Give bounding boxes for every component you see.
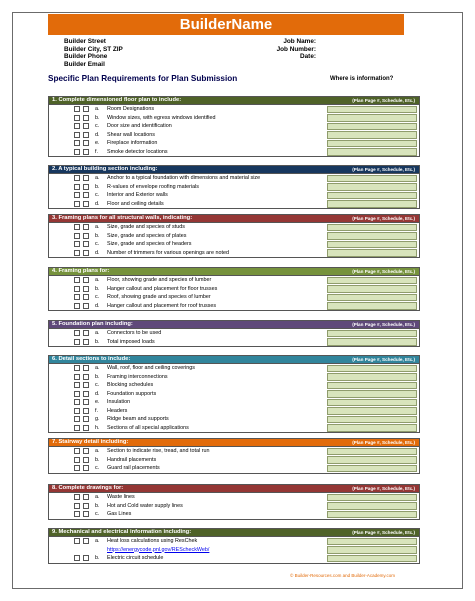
requirement-row bbox=[49, 302, 419, 311]
item-letter: a. bbox=[95, 224, 100, 230]
item-letter: c. bbox=[95, 465, 100, 471]
section-6 bbox=[48, 355, 420, 433]
section-title: 1. Complete dimensioned floor plan to include: bbox=[52, 97, 182, 103]
info-location-field[interactable] bbox=[327, 249, 417, 257]
plan-reference-label: (Plan Page #, Schedule, Etc.) bbox=[352, 440, 415, 445]
plan-reference-label: (Plan Page #, Schedule, Etc.) bbox=[352, 357, 415, 362]
requirement-row bbox=[49, 407, 419, 416]
item-text: Handrail placements bbox=[107, 456, 157, 463]
item-text: Total imposed loads bbox=[107, 338, 155, 345]
section-title: 6. Detail sections to include: bbox=[52, 356, 131, 362]
section-items bbox=[48, 276, 420, 311]
section-header bbox=[48, 484, 420, 493]
section-header bbox=[48, 214, 420, 223]
requirement-row bbox=[49, 415, 419, 424]
requirement-row bbox=[49, 139, 419, 148]
plan-reference-label: (Plan Page #, Schedule, Etc.) bbox=[352, 98, 415, 103]
item-text: Ridge beam and supports bbox=[107, 416, 169, 422]
info-location-field[interactable] bbox=[327, 140, 417, 148]
checkbox[interactable] bbox=[83, 391, 89, 397]
info-location-field[interactable] bbox=[327, 200, 417, 208]
info-location-field[interactable] bbox=[327, 502, 417, 510]
info-location-field[interactable] bbox=[327, 294, 417, 302]
checkbox[interactable] bbox=[83, 425, 89, 431]
checkbox[interactable] bbox=[74, 233, 80, 239]
checkbox[interactable] bbox=[83, 123, 89, 129]
checkbox[interactable] bbox=[83, 503, 89, 509]
requirement-row bbox=[49, 373, 419, 382]
item-letter: c. bbox=[95, 241, 100, 247]
checkbox[interactable] bbox=[74, 286, 80, 292]
info-location-field[interactable] bbox=[327, 390, 417, 398]
item-letter: b. bbox=[95, 285, 100, 292]
checkbox[interactable] bbox=[83, 494, 89, 500]
item-text: Number of trimmers for various openings are noted bbox=[107, 249, 229, 256]
section-header bbox=[48, 96, 420, 105]
item-text: Framing interconnections bbox=[107, 373, 168, 380]
item-letter: f. bbox=[95, 148, 98, 155]
requirement-row bbox=[49, 493, 419, 502]
requirement-row bbox=[49, 276, 419, 285]
checkbox[interactable] bbox=[83, 416, 89, 422]
item-text: Insulation bbox=[107, 399, 131, 405]
requirement-row bbox=[49, 285, 419, 294]
checkbox[interactable] bbox=[74, 374, 80, 380]
checkbox[interactable] bbox=[74, 391, 80, 397]
requirement-row bbox=[49, 183, 419, 192]
checkbox[interactable] bbox=[74, 303, 80, 309]
checkbox[interactable] bbox=[74, 408, 80, 414]
item-letter: f. bbox=[95, 407, 98, 414]
info-location-field[interactable] bbox=[327, 416, 417, 424]
copyright-footer: © Builder-Resources.com and Builder-Academy.com bbox=[290, 573, 396, 578]
info-location-field[interactable] bbox=[327, 448, 417, 456]
item-letter: a. bbox=[95, 277, 100, 283]
plan-reference-label: (Plan Page #, Schedule, Etc.) bbox=[352, 167, 415, 172]
checkbox[interactable] bbox=[74, 175, 80, 181]
info-location-field[interactable] bbox=[327, 241, 417, 249]
checkbox[interactable] bbox=[83, 115, 89, 121]
checkbox[interactable] bbox=[74, 494, 80, 500]
section-header bbox=[48, 438, 420, 447]
requirement-row bbox=[49, 502, 419, 511]
checkbox[interactable] bbox=[83, 132, 89, 138]
info-location-field[interactable] bbox=[327, 424, 417, 432]
item-text: Wall, roof, floor and ceiling coverings bbox=[107, 365, 195, 371]
item-letter: b. bbox=[95, 183, 100, 190]
checkbox[interactable] bbox=[83, 457, 89, 463]
section-title: 7. Stairway detail including: bbox=[52, 439, 129, 445]
item-text: Gas Lines bbox=[107, 511, 132, 517]
requirement-row bbox=[49, 546, 419, 555]
requirement-row bbox=[49, 191, 419, 200]
checkbox[interactable] bbox=[74, 365, 80, 371]
section-items bbox=[48, 537, 420, 564]
item-text: Electric circuit schedule bbox=[107, 555, 164, 561]
item-text: Heat loss calculations using ResChek bbox=[107, 538, 198, 544]
section-header bbox=[48, 267, 420, 276]
info-location-field[interactable] bbox=[327, 494, 417, 502]
item-text: Interior and Exterior walls bbox=[107, 192, 168, 198]
item-letter: b. bbox=[95, 114, 100, 121]
item-text: Window sizes, with egress windows identified bbox=[107, 114, 216, 121]
item-text: Connectors to be used bbox=[107, 330, 162, 336]
info-location-field[interactable] bbox=[327, 330, 417, 338]
info-location-field[interactable] bbox=[327, 192, 417, 200]
requirement-row bbox=[49, 510, 419, 519]
item-text: Door size and identification bbox=[107, 123, 172, 129]
checkbox[interactable] bbox=[74, 294, 80, 300]
requirement-row bbox=[49, 338, 419, 347]
section-items bbox=[48, 174, 420, 209]
item-letter: d. bbox=[95, 390, 100, 397]
address-line: Builder City, ST ZIP bbox=[64, 45, 123, 53]
requirement-row bbox=[49, 122, 419, 131]
checkbox[interactable] bbox=[74, 399, 80, 405]
info-location-field[interactable] bbox=[327, 224, 417, 232]
requirement-row bbox=[49, 131, 419, 140]
info-location-field[interactable] bbox=[327, 338, 417, 346]
checkbox[interactable] bbox=[83, 538, 89, 544]
job-name-label: Job Name: bbox=[283, 38, 316, 45]
info-location-field[interactable] bbox=[327, 277, 417, 285]
where-info-label: Where is information? bbox=[330, 76, 394, 82]
item-letter: a. bbox=[95, 494, 100, 500]
checkbox[interactable] bbox=[83, 233, 89, 239]
checkbox[interactable] bbox=[74, 184, 80, 190]
requirement-row bbox=[49, 249, 419, 258]
checkbox[interactable] bbox=[83, 408, 89, 414]
item-letter: d. bbox=[95, 200, 100, 207]
section-items bbox=[48, 493, 420, 520]
checkbox[interactable] bbox=[74, 382, 80, 388]
info-location-field[interactable] bbox=[327, 106, 417, 114]
checkbox[interactable] bbox=[74, 115, 80, 121]
item-text: Waste lines bbox=[107, 494, 135, 500]
section-title: 5. Foundation plan including: bbox=[52, 321, 133, 327]
item-text: Section to indicate rise, tread, and total run bbox=[107, 448, 210, 454]
section-title: 9. Mechanical and electrical information including: bbox=[52, 529, 192, 535]
checkbox[interactable] bbox=[74, 425, 80, 431]
requirement-row bbox=[49, 554, 419, 563]
checkbox[interactable] bbox=[74, 555, 80, 561]
checkbox[interactable] bbox=[74, 503, 80, 509]
section-1 bbox=[48, 96, 420, 157]
plan-reference-label: (Plan Page #, Schedule, Etc.) bbox=[352, 269, 415, 274]
item-letter: d. bbox=[95, 131, 100, 138]
requirement-row bbox=[49, 329, 419, 338]
checkbox[interactable] bbox=[83, 149, 89, 155]
checkbox[interactable] bbox=[74, 538, 80, 544]
job-number-label: Job Number: bbox=[276, 45, 316, 53]
section-3 bbox=[48, 214, 420, 258]
requirement-row bbox=[49, 364, 419, 373]
checkbox[interactable] bbox=[74, 416, 80, 422]
info-location-field[interactable] bbox=[327, 456, 417, 464]
item-text: Size, grade and species of plates bbox=[107, 232, 187, 239]
item-text: Foundation supports bbox=[107, 390, 157, 397]
section-items bbox=[48, 223, 420, 258]
item-text: Smoke detector locations bbox=[107, 148, 168, 155]
info-location-field[interactable] bbox=[327, 511, 417, 519]
item-text: Floor and ceiling details bbox=[107, 200, 164, 207]
section-8 bbox=[48, 484, 420, 520]
item-letter: e. bbox=[95, 399, 100, 405]
section-title: 3. Framing plans for all structural walls, indicating: bbox=[52, 215, 193, 221]
item-text: Blocking schedules bbox=[107, 382, 154, 388]
requirement-row bbox=[49, 148, 419, 157]
rescheck-link[interactable]: https://energycode.pnl.gov/REScheckWeb/ bbox=[107, 546, 210, 553]
checkbox[interactable] bbox=[74, 277, 80, 283]
section-4 bbox=[48, 267, 420, 311]
item-letter: c. bbox=[95, 192, 100, 198]
plan-reference-label: (Plan Page #, Schedule, Etc.) bbox=[352, 530, 415, 535]
requirement-row bbox=[49, 240, 419, 249]
info-location-field[interactable] bbox=[327, 546, 417, 554]
section-header bbox=[48, 165, 420, 174]
item-letter: c. bbox=[95, 294, 100, 300]
item-letter: a. bbox=[95, 106, 100, 112]
item-text: Size, grade and species of headers bbox=[107, 241, 192, 247]
checkbox[interactable] bbox=[74, 149, 80, 155]
item-text: Hanger callout and placement for roof trusses bbox=[107, 302, 217, 309]
checkbox[interactable] bbox=[83, 465, 89, 471]
info-location-field[interactable] bbox=[327, 114, 417, 122]
section-5 bbox=[48, 320, 420, 347]
page-title: Specific Plan Requirements for Plan Submission bbox=[48, 74, 238, 83]
checkbox[interactable] bbox=[83, 339, 89, 345]
checkbox[interactable] bbox=[83, 286, 89, 292]
item-letter: c. bbox=[95, 382, 100, 388]
checkbox[interactable] bbox=[74, 132, 80, 138]
item-letter: b. bbox=[95, 502, 100, 509]
info-location-field[interactable] bbox=[327, 465, 417, 473]
requirement-row bbox=[49, 232, 419, 241]
section-9 bbox=[48, 528, 420, 564]
item-letter: g. bbox=[95, 416, 100, 422]
plan-reference-label: (Plan Page #, Schedule, Etc.) bbox=[352, 486, 415, 491]
info-location-field[interactable] bbox=[327, 302, 417, 310]
requirement-row bbox=[49, 293, 419, 302]
item-text: R-values of envelope roofing materials bbox=[107, 183, 199, 190]
plan-reference-label: (Plan Page #, Schedule, Etc.) bbox=[352, 322, 415, 327]
checkbox[interactable] bbox=[83, 201, 89, 207]
checkbox[interactable] bbox=[83, 224, 89, 230]
item-text: Roof, showing grade and species of lumber bbox=[107, 294, 211, 300]
checkbox[interactable] bbox=[83, 106, 89, 112]
item-letter: b. bbox=[95, 232, 100, 239]
section-title: 4. Framing plans for: bbox=[52, 268, 110, 274]
info-location-field[interactable] bbox=[327, 399, 417, 407]
item-text: Shear wall locations bbox=[107, 131, 155, 138]
section-title: 2. A typical building section including: bbox=[52, 166, 158, 172]
section-items bbox=[48, 105, 420, 157]
checkbox[interactable] bbox=[83, 175, 89, 181]
item-letter: a. bbox=[95, 175, 100, 181]
checkbox[interactable] bbox=[74, 511, 80, 517]
checkbox[interactable] bbox=[74, 201, 80, 207]
item-letter: c. bbox=[95, 511, 100, 517]
checkbox[interactable] bbox=[74, 250, 80, 256]
info-location-field[interactable] bbox=[327, 131, 417, 139]
section-header bbox=[48, 528, 420, 537]
item-letter: a. bbox=[95, 365, 100, 371]
checkbox[interactable] bbox=[74, 241, 80, 247]
section-title: 8. Complete drawings for: bbox=[52, 485, 124, 491]
checkbox[interactable] bbox=[83, 250, 89, 256]
builder-name-banner: BuilderName bbox=[48, 14, 404, 35]
section-items bbox=[48, 364, 420, 433]
checkbox[interactable] bbox=[74, 224, 80, 230]
checkbox[interactable] bbox=[74, 330, 80, 336]
info-location-field[interactable] bbox=[327, 538, 417, 546]
date-label: Date: bbox=[300, 53, 316, 61]
requirement-row bbox=[49, 398, 419, 407]
info-location-field[interactable] bbox=[327, 373, 417, 381]
checkbox[interactable] bbox=[83, 330, 89, 336]
info-location-field[interactable] bbox=[327, 407, 417, 415]
checkbox[interactable] bbox=[83, 374, 89, 380]
info-location-field[interactable] bbox=[327, 285, 417, 293]
plan-reference-label: (Plan Page #, Schedule, Etc.) bbox=[352, 216, 415, 221]
checkbox[interactable] bbox=[83, 294, 89, 300]
requirement-row bbox=[49, 200, 419, 209]
builder-address bbox=[64, 38, 123, 68]
item-text: Guard rail placements bbox=[107, 465, 160, 471]
requirement-row bbox=[49, 223, 419, 232]
info-location-field[interactable] bbox=[327, 365, 417, 373]
requirement-row bbox=[49, 456, 419, 465]
info-location-field[interactable] bbox=[327, 555, 417, 563]
item-letter: a. bbox=[95, 538, 100, 544]
info-location-field[interactable] bbox=[327, 123, 417, 131]
requirement-row bbox=[49, 447, 419, 456]
info-location-field[interactable] bbox=[327, 148, 417, 156]
item-text: Anchor to a typical foundation with dimensions and material size bbox=[107, 175, 261, 181]
checkbox[interactable] bbox=[74, 465, 80, 471]
info-location-field[interactable] bbox=[327, 183, 417, 191]
requirement-row bbox=[49, 174, 419, 183]
checkbox[interactable] bbox=[74, 106, 80, 112]
checkbox[interactable] bbox=[74, 140, 80, 146]
section-7 bbox=[48, 438, 420, 474]
item-letter: b. bbox=[95, 456, 100, 463]
item-text: Size, grade and species of studs bbox=[107, 224, 185, 230]
checkbox[interactable] bbox=[74, 448, 80, 454]
checkbox[interactable] bbox=[83, 448, 89, 454]
section-items bbox=[48, 447, 420, 474]
checkbox[interactable] bbox=[83, 511, 89, 517]
job-info bbox=[236, 38, 316, 61]
item-letter: d. bbox=[95, 302, 100, 309]
item-text: Hot and Cold water supply lines bbox=[107, 502, 183, 509]
requirement-row bbox=[49, 537, 419, 546]
item-letter: b. bbox=[95, 373, 100, 380]
checkbox[interactable] bbox=[83, 382, 89, 388]
address-line: Builder Email bbox=[64, 60, 105, 68]
checkbox[interactable] bbox=[74, 192, 80, 198]
item-letter: c. bbox=[95, 123, 100, 129]
info-location-field[interactable] bbox=[327, 175, 417, 183]
requirement-row bbox=[49, 105, 419, 114]
item-letter: h. bbox=[95, 424, 100, 431]
item-text: Headers bbox=[107, 407, 128, 414]
checkbox[interactable] bbox=[83, 303, 89, 309]
checkbox[interactable] bbox=[74, 457, 80, 463]
section-2 bbox=[48, 165, 420, 209]
requirement-row bbox=[49, 381, 419, 390]
info-location-field[interactable] bbox=[327, 232, 417, 240]
section-header bbox=[48, 320, 420, 329]
requirement-row bbox=[49, 464, 419, 473]
address-line: Builder Street bbox=[64, 38, 106, 45]
checkbox[interactable] bbox=[74, 339, 80, 345]
item-letter: e. bbox=[95, 140, 100, 146]
requirement-row bbox=[49, 114, 419, 123]
checkbox[interactable] bbox=[83, 184, 89, 190]
checkbox[interactable] bbox=[83, 399, 89, 405]
item-letter: a. bbox=[95, 448, 100, 454]
requirement-row bbox=[49, 424, 419, 433]
requirement-row bbox=[49, 390, 419, 399]
item-text: Sections of all special applications bbox=[107, 424, 189, 431]
item-text: Floor, showing grade and species of lumber bbox=[107, 277, 212, 283]
checkbox[interactable] bbox=[83, 365, 89, 371]
checkbox[interactable] bbox=[74, 123, 80, 129]
item-text: Hanger callout and placement for floor trusses bbox=[107, 285, 218, 292]
item-text: Fireplace information bbox=[107, 140, 158, 146]
item-letter: b. bbox=[95, 338, 100, 345]
address-line: Builder Phone bbox=[64, 53, 108, 61]
section-items bbox=[48, 329, 420, 347]
info-location-field[interactable] bbox=[327, 382, 417, 390]
item-letter: b. bbox=[95, 555, 100, 561]
item-text: Room Designations bbox=[107, 106, 155, 112]
checkbox[interactable] bbox=[83, 192, 89, 198]
item-letter: d. bbox=[95, 249, 100, 256]
item-letter: a. bbox=[95, 330, 100, 336]
checkbox[interactable] bbox=[83, 241, 89, 247]
checkbox[interactable] bbox=[83, 555, 89, 561]
section-header bbox=[48, 355, 420, 364]
checkbox[interactable] bbox=[83, 140, 89, 146]
checkbox[interactable] bbox=[83, 277, 89, 283]
